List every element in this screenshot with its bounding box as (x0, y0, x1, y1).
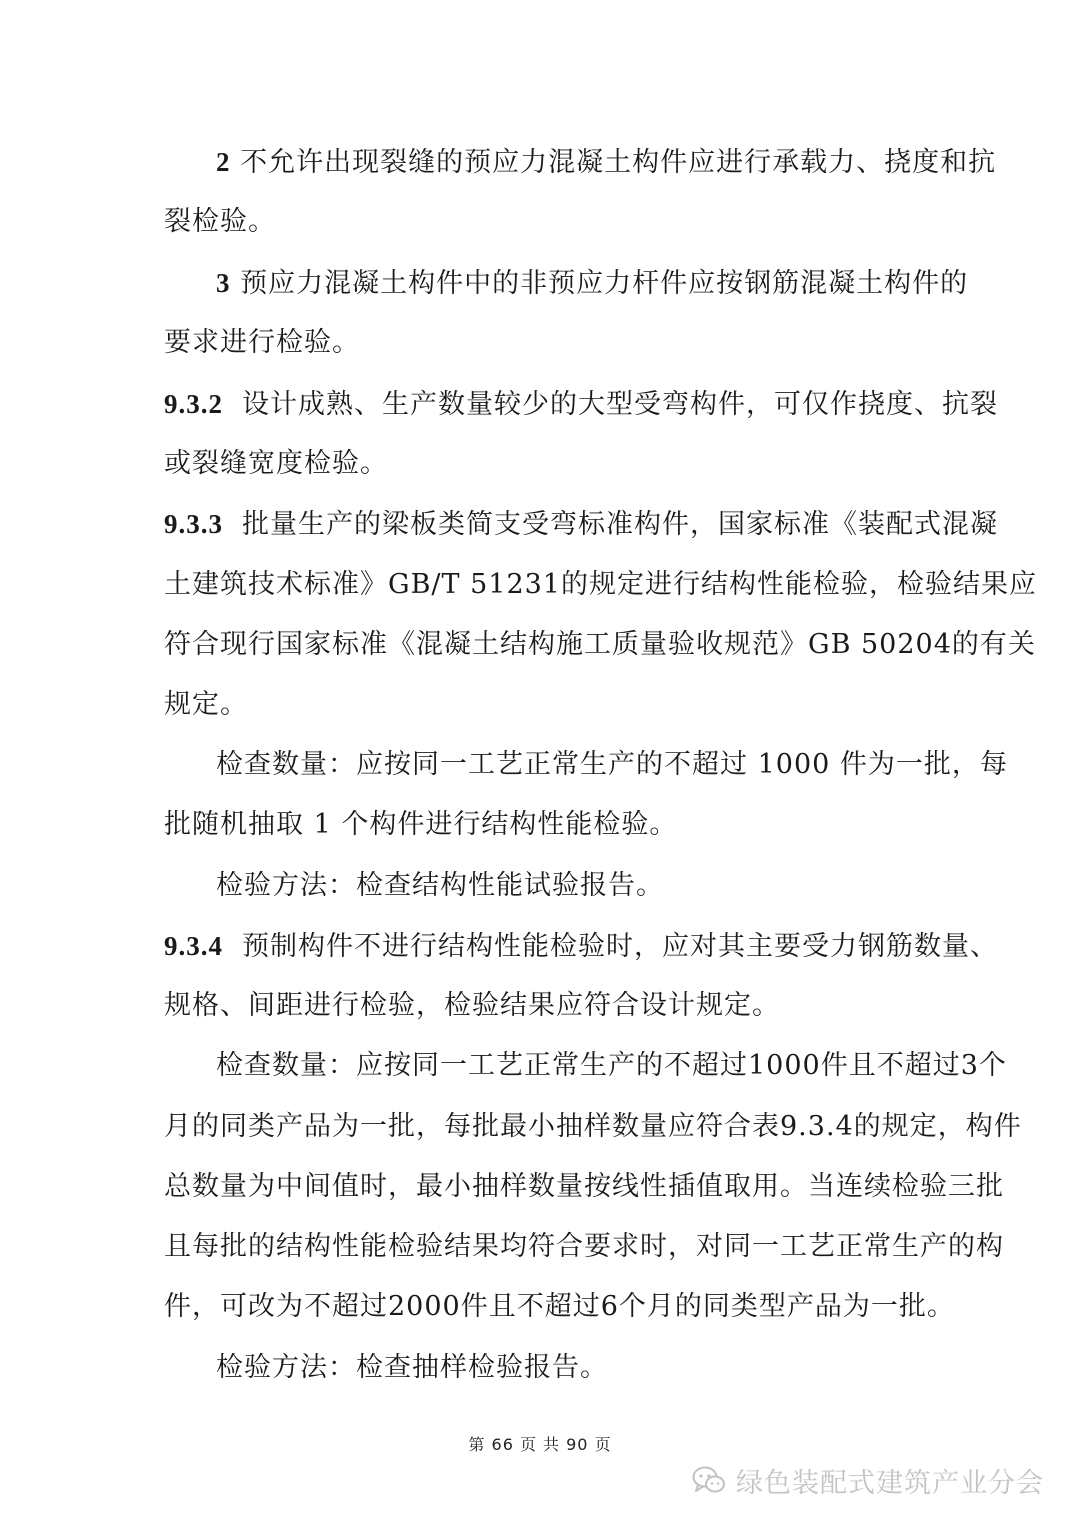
clause-number: 9.3.2 (164, 389, 223, 419)
clause-934-check-quantity-line-5: 件，可改为不超过2000件且不超过6个月的同类型产品为一批。 (164, 1291, 955, 1322)
clause-934-check-quantity-line-3: 总数量为中间值时，最小抽样数量按线性插值取用。当连续检验三批 (164, 1171, 1004, 1202)
item-2-line-1 (216, 144, 996, 181)
clause-934-check-quantity-line-2: 月的同类产品为一批，每批最小抽样数量应符合表9.3.4的规定，构件 (164, 1111, 1022, 1142)
wechat-icon (692, 1465, 726, 1495)
clause-933-line-4: 规定。 (164, 689, 248, 720)
clause-933-line-1 (164, 506, 998, 543)
clause-933-check-method: 检验方法：检查结构性能试验报告。 (216, 870, 664, 901)
clause-934-line-1 (164, 928, 998, 965)
watermark-text: 绿色装配式建筑产业分会 (736, 1467, 1044, 1499)
clause-text: 设计成熟、生产数量较少的大型受弯构件，可仅作挠度、抗裂 (242, 389, 998, 420)
clause-number: 9.3.4 (164, 931, 223, 961)
clause-934-check-quantity-line-4: 且每批的结构性能检验结果均符合要求时，对同一工艺正常生产的构 (164, 1231, 1004, 1262)
clause-number: 9.3.3 (164, 509, 223, 539)
clause-934-check-method: 检验方法：检查抽样检验报告。 (216, 1352, 608, 1383)
clause-933-check-quantity-line-1: 检查数量：应按同一工艺正常生产的不超过 1000 件为一批，每 (216, 749, 1008, 780)
clause-text: 预制构件不进行结构性能检验时，应对其主要受力钢筋数量、 (242, 931, 998, 962)
item-number: 3 (216, 268, 231, 298)
page-number-footer: 第 66 页 共 90 页 (468, 1435, 612, 1454)
clause-934-check-quantity-line-1: 检查数量：应按同一工艺正常生产的不超过1000件且不超过3个 (216, 1050, 1007, 1081)
item-3-line-2: 要求进行检验。 (164, 327, 360, 358)
clause-933-check-quantity-line-2: 批随机抽取 1 个构件进行结构性能检验。 (164, 809, 678, 840)
clause-932-line-1 (164, 386, 998, 423)
item-3-line-1 (216, 265, 968, 302)
watermark (692, 1460, 1044, 1500)
item-2-line-2: 裂检验。 (164, 206, 276, 237)
clause-933-line-2: 土建筑技术标准》GB/T 51231的规定进行结构性能检验，检验结果应 (164, 569, 1037, 600)
clause-932-line-2: 或裂缝宽度检验。 (164, 448, 388, 479)
clause-933-line-3: 符合现行国家标准《混凝土结构施工质量验收规范》GB 50204的有关 (164, 629, 1036, 660)
item-text: 预应力混凝土构件中的非预应力杆件应按钢筋混凝土构件的 (240, 268, 969, 299)
item-number: 2 (216, 147, 231, 177)
item-text: 不允许出现裂缝的预应力混凝土构件应进行承载力、挠度和抗 (240, 147, 997, 178)
clause-text: 批量生产的梁板类简支受弯标准构件，国家标准《装配式混凝 (242, 509, 998, 540)
clause-934-line-2: 规格、间距进行检验，检验结果应符合设计规定。 (164, 990, 780, 1021)
